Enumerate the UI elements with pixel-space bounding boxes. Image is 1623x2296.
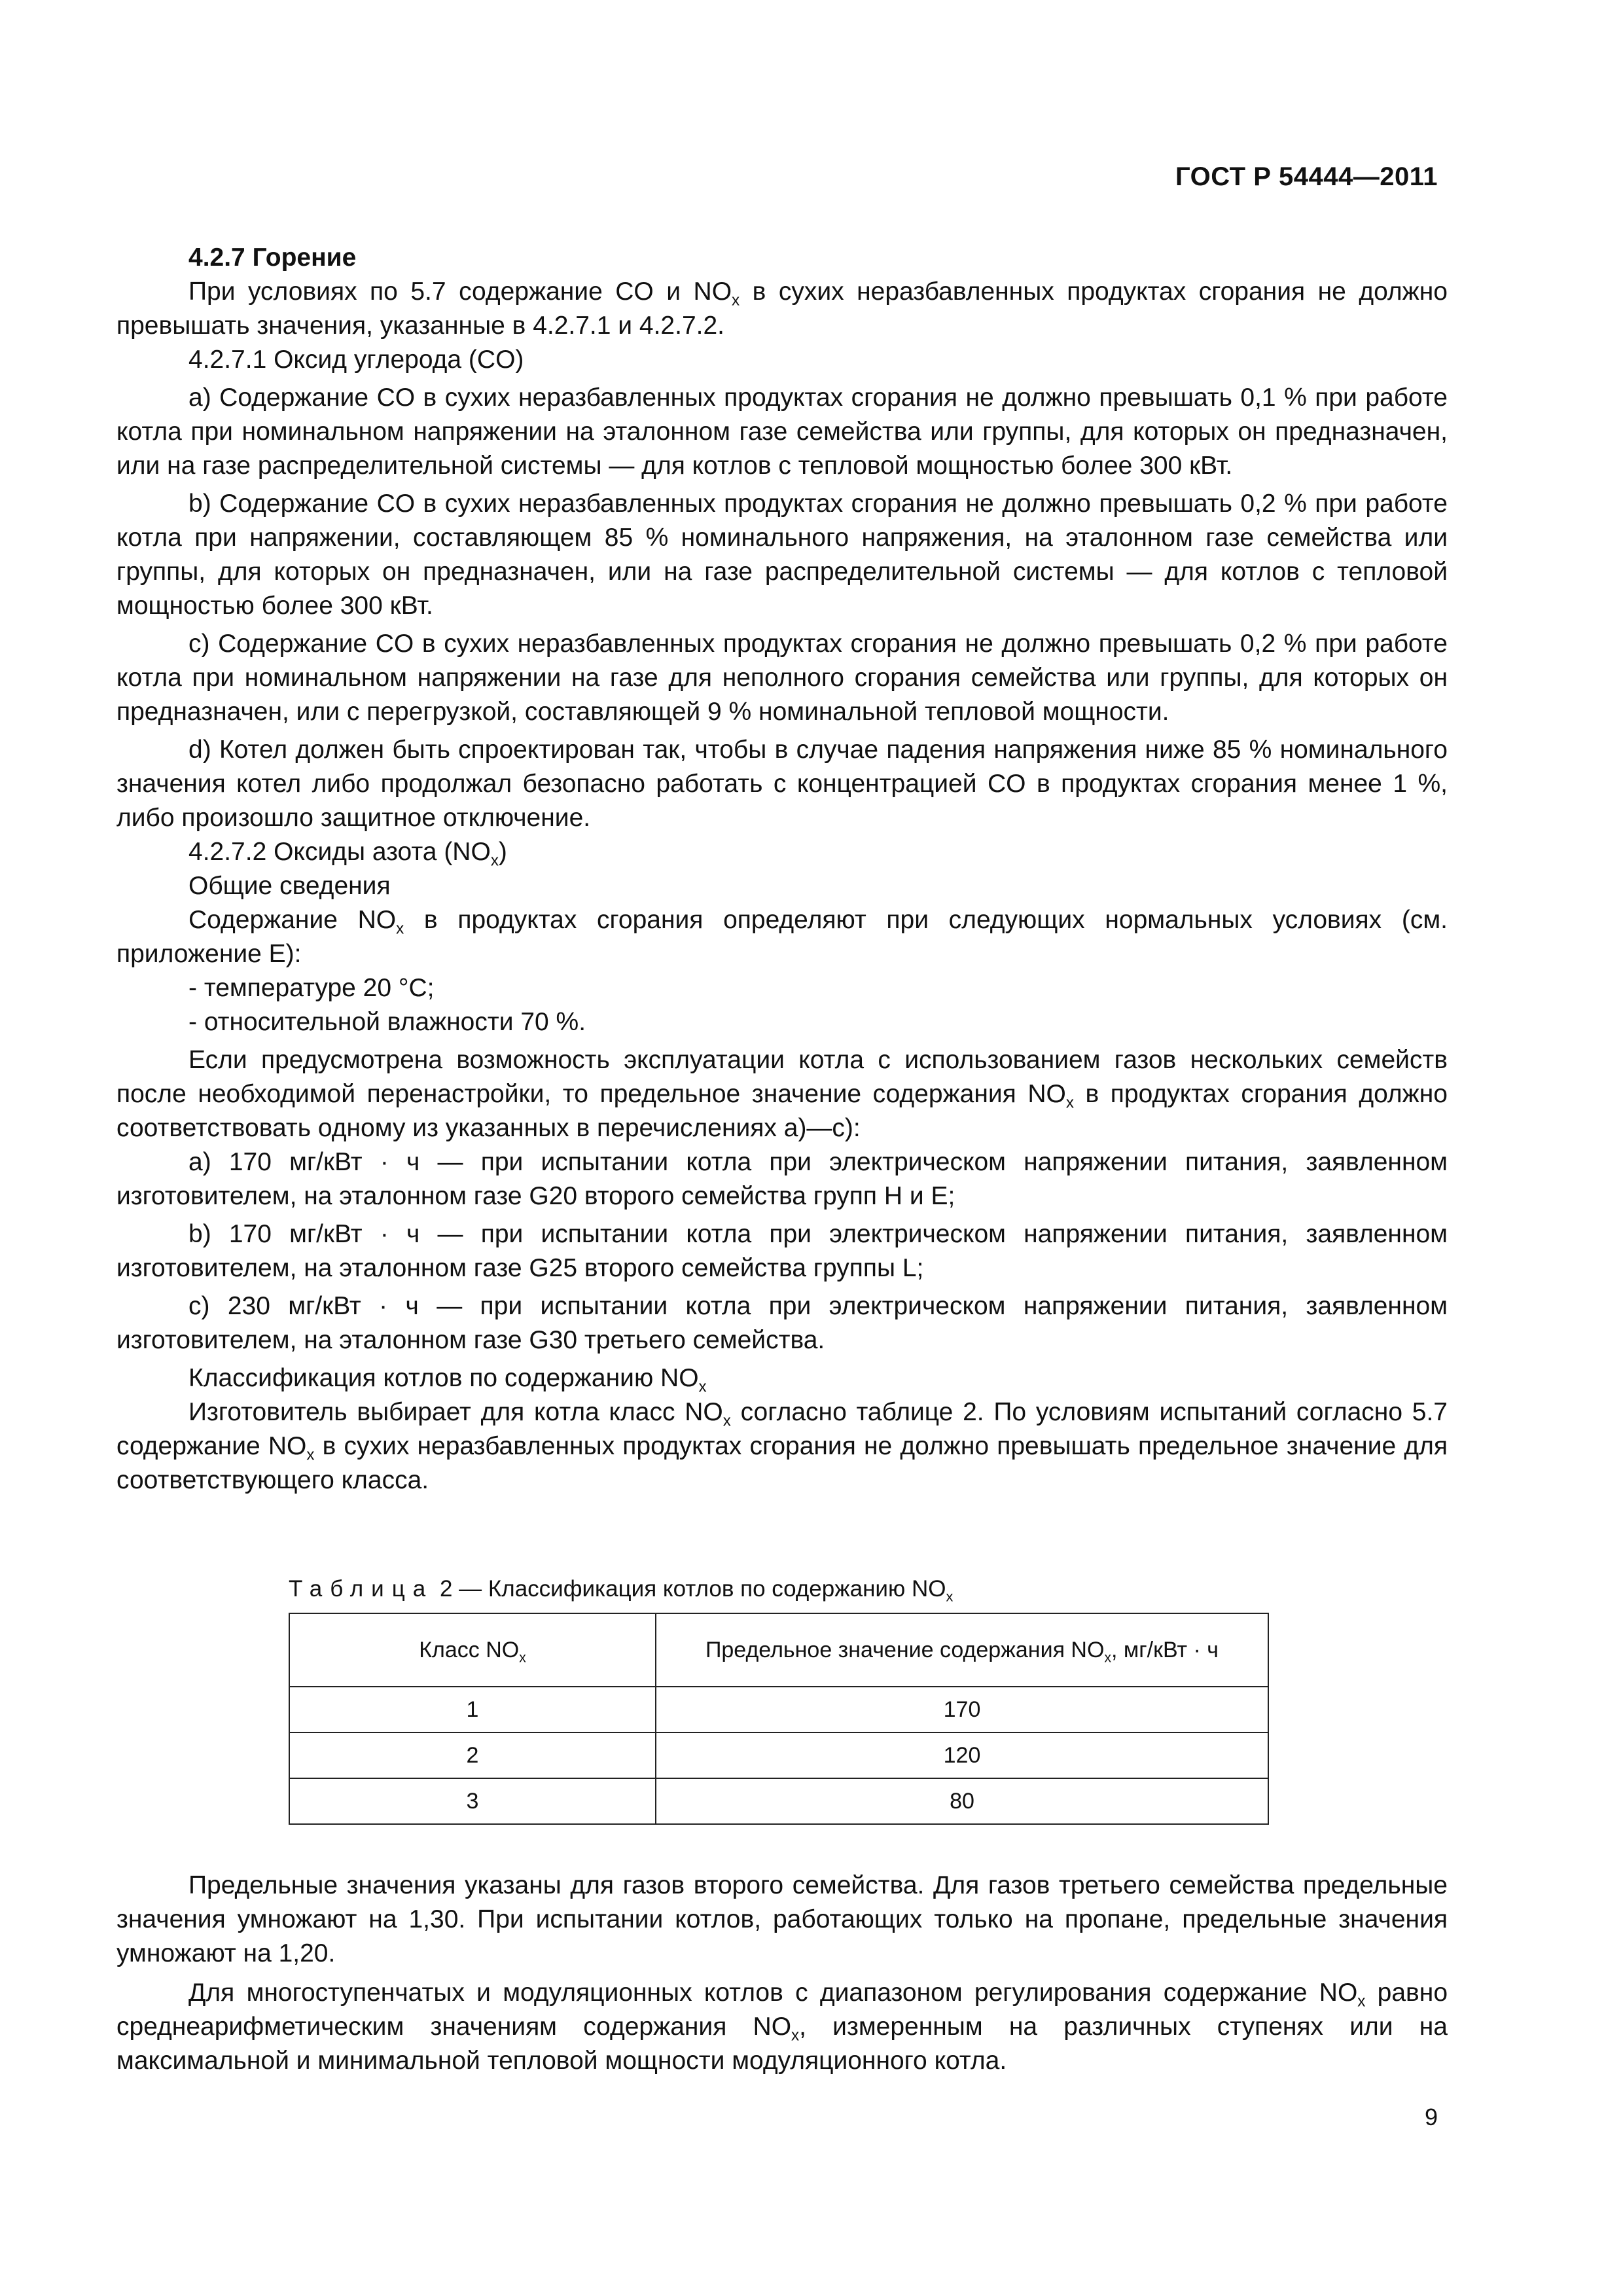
table-row bbox=[289, 1687, 1268, 1732]
co-subsection-title: 4.2.7.1 Оксид углерода (CO) bbox=[188, 346, 524, 374]
nox-class-table bbox=[289, 1613, 1269, 1825]
general-heading: Общие сведения bbox=[188, 872, 391, 900]
class-heading: Классификация котлов по содержанию $NO_x$ bbox=[188, 1364, 707, 1396]
co-item-c: c) Содержание CO в сухих неразбавленных продуктах сгорания не должно превышать 0,2 % при работе котла при номинальном напряжении на газе для неполного сгорания семейства или группы, для которых он предназначен, или с перегрузкой, составляющей 9 % номинальной тепловой мощности. bbox=[116, 630, 1448, 726]
standard-header: ГОСТ Р 54444—2011 bbox=[1175, 162, 1438, 191]
class-paragraph: Изготовитель выбирает для котла класс $NO_x$ согласно таблице 2. По условиям испытаний согласно 5.7 содержание $NO_x$ в сухих неразбавленных продуктах сгорания не должно превышать предельное значение для соответствующего класса. bbox=[116, 1398, 1448, 1494]
section-4-2-7 bbox=[116, 241, 1448, 1498]
multi-family-paragraph: Если предусмотрена возможность эксплуатации котла с использованием газов нескольких семейств после необходимой перенастройки, то предельное значение содержания $NO_x$ в продуктах сгорания должно соответствовать одному из указанных в перечислениях а)—с): bbox=[116, 1046, 1448, 1142]
nox-item-c: c) 230 мг/кВт · ч — при испытании котла при электрическом напряжении питания, заявленном изготовителем, на эталонном газе G30 третьего семейства. bbox=[116, 1292, 1448, 1354]
cell-limit: 120 bbox=[656, 1732, 1268, 1778]
cell-limit: 80 bbox=[656, 1778, 1268, 1824]
header-class: Класс $NO_x$ bbox=[289, 1613, 656, 1687]
nox-subsection-title: 4.2.7.2 Оксиды азота $(NO_x)$ bbox=[188, 838, 507, 870]
nox-item-b: b) 170 мг/кВт · ч — при испытании котла при электрическом напряжении питания, заявленном изготовителем, на эталонном газе G25 второго семейства группы L; bbox=[116, 1220, 1448, 1282]
condition-humidity: - относительной влажности 70 %. bbox=[188, 1008, 586, 1036]
cell-limit: 170 bbox=[656, 1687, 1268, 1732]
cell-class: 1 bbox=[289, 1687, 656, 1732]
table-row bbox=[289, 1778, 1268, 1824]
co-item-a: a) Содержание CO в сухих неразбавленных продуктах сгорания не должно превышать 0,1 % при работе котла при номинальном напряжении на эталонном газе семейства или группы, для которых он предназначен, или на газе распределительной системы — для котлов с тепловой мощностью более 300 кВт. bbox=[116, 384, 1448, 480]
table-row bbox=[289, 1732, 1268, 1778]
general-paragraph: Содержание $NO_x$ в продуктах сгорания определяют при следующих нормальных условиях (см. приложение E): bbox=[116, 906, 1448, 968]
post-table-text bbox=[116, 1869, 1448, 2078]
limits-note-paragraph: Предельные значения указаны для газов второго семейства. Для газов третьего семейства предельные значения умножают на 1,30. При испытании котлов, работающих только на пропане, предельные значения умножают на 1,20. bbox=[116, 1871, 1448, 1967]
nox-item-a: a) 170 мг/кВт · ч — при испытании котла при электрическом напряжении питания, заявленном изготовителем, на эталонном газе G20 второго семейства групп H и E; bbox=[116, 1148, 1448, 1210]
table-caption: Таблица 2 — Классификация котлов по содержанию $NO_x$ bbox=[289, 1576, 954, 1605]
table-header-row bbox=[289, 1613, 1268, 1687]
header-limit: Предельное значение содержания $NO_x$, мг/кВт · ч bbox=[656, 1613, 1268, 1687]
cell-class: 2 bbox=[289, 1732, 656, 1778]
co-item-d: d) Котел должен быть спроектирован так, чтобы в случае падения напряжения ниже 85 % номинального значения котел либо продолжал безопасно работать с концентрацией CO в продуктах сгорания менее 1 %, либо произошло защитное отключение. bbox=[116, 736, 1448, 832]
intro-paragraph: При условиях по 5.7 содержание CO и $NO_x$ в сухих неразбавленных продуктах сгорания не должно превышать значения, указанные в 4.2.7.1 и 4.2.7.2. bbox=[116, 278, 1448, 340]
multistage-paragraph: Для многоступенчатых и модуляционных котлов с диапазоном регулирования содержание $NO_x$ равно среднеарифметическим значениям содержания $NO_x$, измеренным на различных ступенях или на максимальной и минимальной тепловой мощности модуляционного котла. bbox=[116, 1979, 1448, 2075]
co-item-b: b) Содержание CO в сухих неразбавленных продуктах сгорания не должно превышать 0,2 % при работе котла при напряжении, составляющем 85 % номинального напряжения, на эталонном газе семейства или группы, для которых он предназначен, или на газе распределительной системы — для котлов с тепловой мощностью более 300 кВт. bbox=[116, 490, 1448, 620]
cell-class: 3 bbox=[289, 1778, 656, 1824]
condition-temperature: - температуре 20 °C; bbox=[188, 974, 435, 1002]
page-number: 9 bbox=[1424, 2104, 1438, 2130]
section-heading: 4.2.7 Горение bbox=[188, 243, 357, 272]
